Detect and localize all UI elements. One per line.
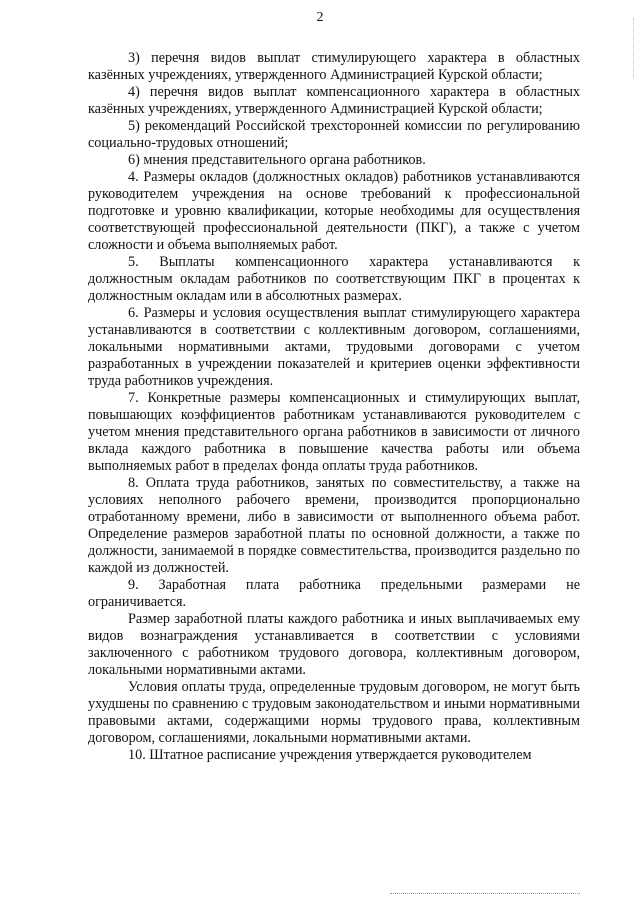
paragraph-section-8: 8. Оплата труда работников, занятых по совместительству, а также на условиях неполного рабочего времени, производится пропорционально отработанному времени, либо в зависимости от выполненного объема работ. Определение размеров заработной платы по основной должности, а также по должности, занимаемой в порядке совместительства, производится раздельно по каждой из должностей.	[88, 475, 580, 576]
paragraph-item-3: 3) перечня видов выплат стимулирующего характера в областных казённых учреждениях, утвержденного Администрацией Курской области;	[88, 50, 580, 83]
paragraph-item-4: 4) перечня видов выплат компенсационного характера в областных казённых учреждениях, утвержденного Администрацией Курской области;	[88, 84, 580, 117]
document-body	[88, 50, 580, 764]
paragraph-salary-size: Размер заработной платы каждого работника и иных выплачиваемых ему видов вознаграждения устанавливается в соответствии с условиями заключенного с работником трудового договора, коллективным договором, локальными нормативными актами.	[88, 611, 580, 678]
paragraph-section-9: 9. Заработная плата работника предельными размерами не ограничивается.	[88, 577, 580, 610]
paragraph-pay-conditions: Условия оплаты труда, определенные трудовым договором, не могут быть ухудшены по сравнению с трудовым законодательством и иными нормативными правовыми актами, содержащими нормы трудового права, коллективным договором, соглашениями, локальными нормативными актами.	[88, 679, 580, 746]
paragraph-section-6: 6. Размеры и условия осуществления выплат стимулирующего характера устанавливаются в соответствии с коллективным договором, соглашениями, локальными нормативными актами, трудовыми договорами с учетом разработанных в учреждении показателей и критериев оценки эффективности труда работников учреждения.	[88, 305, 580, 389]
scan-edge-mark	[632, 18, 634, 78]
paragraph-item-6: 6) мнения представительного органа работников.	[128, 152, 426, 168]
paragraph-section-7: 7. Конкретные размеры компенсационных и стимулирующих выплат, повышающих коэффициентов работникам устанавливаются руководителем с учетом мнения представительного органа работников в зависимости от личного вклада каждого работника в повышение качества работы или объема выполняемых работ в пределах фонда оплаты труда работников.	[88, 390, 580, 474]
paragraph-item-5: 5) рекомендаций Российской трехсторонней комиссии по регулированию социально-трудовых отношений;	[88, 118, 580, 151]
paragraph-section-10: 10. Штатное расписание учреждения утверждается руководителем	[128, 747, 532, 763]
paragraph-section-5: 5. Выплаты компенсационного характера устанавливаются к должностным окладам работников по соответствующим ПКГ в процентах к должностным окладам или в абсолютных размерах.	[88, 254, 580, 304]
scan-footer-artifact	[390, 893, 580, 895]
page-number: 2	[316, 10, 324, 25]
paragraph-section-4: 4. Размеры окладов (должностных окладов) работников устанавливаются руководителем учреждения на основе требований к профессиональной подготовке и уровню квалификации, которые необходимы для осуществления соответствующей профессиональной деятельности (ПКГ), а также с учетом сложности и объема выполняемых работ.	[88, 169, 580, 253]
